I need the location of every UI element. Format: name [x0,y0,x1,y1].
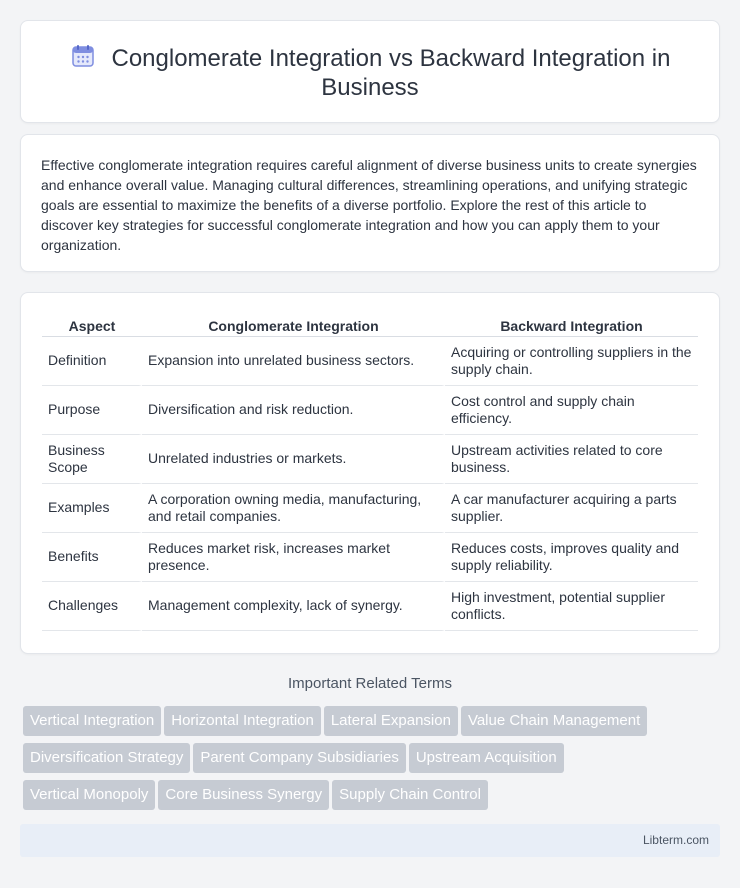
related-term-tag[interactable]: Horizontal Integration [164,706,321,736]
row-aspect: Challenges [42,582,142,631]
page-title-wrap [21,43,719,102]
intro-card [20,134,720,272]
row-aspect: Benefits [42,533,142,582]
table-row [42,435,698,484]
header-backward: Backward Integration [445,315,698,337]
related-terms-heading: Important Related Terms [288,675,452,692]
related-term-tag[interactable]: Supply Chain Control [332,780,488,810]
related-term-tag[interactable]: Diversification Strategy [23,743,190,773]
related-term-tag[interactable]: Lateral Expansion [324,706,458,736]
row-conglomerate: A corporation owning media, manufacturing, and retail companies. [142,484,445,533]
table-row [42,582,698,631]
comparison-table [42,315,698,631]
footer-bar [20,824,720,857]
table-row [42,533,698,582]
row-aspect: Definition [42,337,142,386]
related-term-tag[interactable]: Core Business Synergy [158,780,329,810]
row-backward: Reduces costs, improves quality and supply reliability. [445,533,698,582]
page-title: Conglomerate Integration vs Backward Integration in Business [111,45,671,101]
row-backward: High investment, potential supplier conflicts. [445,582,698,631]
related-term-tag[interactable]: Vertical Integration [23,706,161,736]
calendar-icon [70,43,96,69]
intro-paragraph: Effective conglomerate integration requires careful alignment of diverse business units to create synergies and enhance overall value. Managing cultural differences, streamlining operations, and unifying strategic goals are essential to maximize the benefits of a diverse portfolio. Explore the rest of this article to discover key strategies for successful conglomerate integration and how you can apply them to your organization. [41,157,697,253]
row-conglomerate: Diversification and risk reduction. [142,386,445,435]
table-row [42,337,698,386]
related-term-tag[interactable]: Parent Company Subsidiaries [193,743,405,773]
row-backward: A car manufacturer acquiring a parts supplier. [445,484,698,533]
row-aspect: Business Scope [42,435,142,484]
related-term-tag[interactable]: Value Chain Management [461,706,647,736]
comparison-card [20,292,720,654]
header-conglomerate: Conglomerate Integration [142,315,445,337]
table-header-row [42,315,698,337]
row-backward: Upstream activities related to core business. [445,435,698,484]
header-aspect: Aspect [42,315,142,337]
related-terms-list [23,706,713,817]
row-conglomerate: Management complexity, lack of synergy. [142,582,445,631]
related-term-tag[interactable]: Vertical Monopoly [23,780,155,810]
table-row [42,484,698,533]
title-card [20,20,720,123]
related-term-tag[interactable]: Upstream Acquisition [409,743,564,773]
row-backward: Cost control and supply chain efficiency. [445,386,698,435]
row-conglomerate: Unrelated industries or markets. [142,435,445,484]
row-conglomerate: Expansion into unrelated business sectors. [142,337,445,386]
row-backward: Acquiring or controlling suppliers in the supply chain. [445,337,698,386]
table-row [42,386,698,435]
footer-site-link[interactable]: Libterm.com [642,833,709,847]
row-conglomerate: Reduces market risk, increases market presence. [142,533,445,582]
row-aspect: Examples [42,484,142,533]
row-aspect: Purpose [42,386,142,435]
